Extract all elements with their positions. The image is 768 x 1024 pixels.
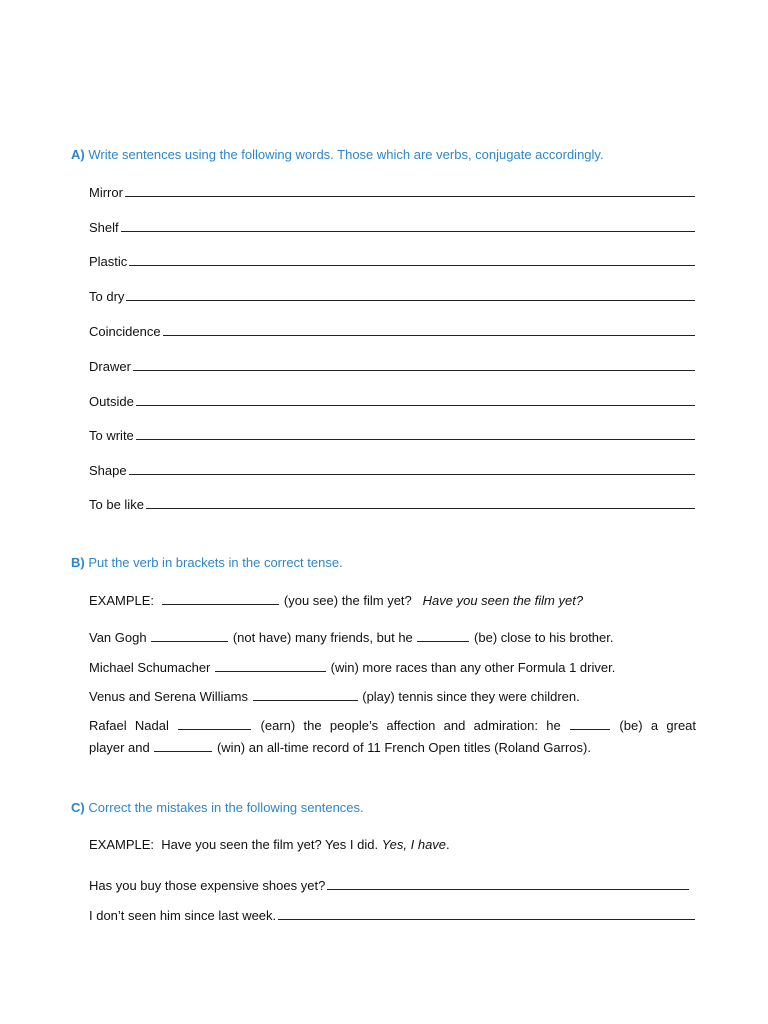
- example-end: .: [446, 837, 450, 852]
- question-text: (be) close to his brother.: [474, 630, 614, 645]
- section-a-instruction: Write sentences using the following words. Those which are verbs, conjugate accordingly.: [88, 147, 604, 162]
- answer-line[interactable]: [126, 286, 695, 301]
- word-label: To be like: [89, 497, 144, 512]
- section-a-letter: A): [71, 147, 85, 162]
- word-row[interactable]: [89, 249, 695, 269]
- example-answer: Yes, I have: [381, 837, 447, 852]
- section-c-example: [89, 837, 450, 852]
- answer-line[interactable]: [278, 905, 695, 920]
- word-label: Shape: [89, 463, 127, 478]
- example-label: EXAMPLE:: [89, 837, 155, 852]
- question-row: [89, 659, 615, 675]
- word-row[interactable]: [89, 319, 695, 339]
- example-label: EXAMPLE:: [89, 593, 155, 608]
- word-label: Coincidence: [89, 324, 161, 339]
- question-row: [89, 629, 614, 645]
- word-label: To dry: [89, 289, 125, 304]
- answer-line[interactable]: [136, 425, 695, 440]
- section-b-heading: [71, 555, 343, 570]
- section-c-heading: [71, 800, 364, 815]
- example-text: Have you seen the film yet? Yes I did.: [161, 837, 379, 852]
- correction-row[interactable]: [89, 873, 695, 893]
- word-label: To write: [89, 428, 134, 443]
- answer-line[interactable]: [129, 460, 695, 475]
- question-text: Rafael Nadal: [89, 718, 169, 733]
- section-c-instruction: Correct the mistakes in the following sentences.: [88, 800, 364, 815]
- answer-line[interactable]: [129, 251, 695, 266]
- section-c-letter: C): [71, 800, 85, 815]
- question-text: (earn) the people’s affection and admiration: he: [260, 718, 561, 733]
- word-row[interactable]: [89, 492, 695, 512]
- word-label: Mirror: [89, 185, 123, 200]
- word-label: Outside: [89, 394, 134, 409]
- answer-blank[interactable]: [215, 659, 326, 672]
- answer-line[interactable]: [125, 182, 695, 197]
- word-label: Shelf: [89, 220, 119, 235]
- answer-line[interactable]: [133, 356, 695, 371]
- word-label: Drawer: [89, 359, 131, 374]
- question-row: [89, 688, 580, 704]
- correction-row[interactable]: [89, 903, 695, 923]
- answer-blank[interactable]: [178, 717, 251, 730]
- question-text: (be) a great: [619, 718, 697, 733]
- answer-line[interactable]: [146, 494, 695, 509]
- example-answer: Have you seen the film yet?: [422, 593, 584, 608]
- answer-line[interactable]: [121, 217, 695, 232]
- example-blank: [162, 592, 279, 605]
- question-text: (win) an all-time record of 11 French Open titles (Roland Garros).: [216, 740, 591, 755]
- answer-blank[interactable]: [417, 629, 469, 642]
- word-row[interactable]: [89, 458, 695, 478]
- answer-line[interactable]: [327, 875, 689, 890]
- word-row[interactable]: [89, 180, 695, 200]
- question-text: (not have) many friends, but he: [232, 630, 413, 645]
- answer-blank[interactable]: [154, 739, 212, 752]
- section-b-example: [89, 592, 583, 608]
- answer-line[interactable]: [163, 321, 695, 336]
- question-text: (play) tennis since they were children.: [362, 689, 580, 704]
- correction-sentence: I don’t seen him since last week.: [89, 908, 277, 923]
- word-row[interactable]: [89, 215, 695, 235]
- question-text: (win) more races than any other Formula 1 driver.: [330, 660, 616, 675]
- word-row[interactable]: [89, 389, 695, 409]
- question-row-multiline: [89, 715, 696, 759]
- section-a-heading: [71, 147, 604, 162]
- word-row[interactable]: [89, 423, 695, 443]
- question-text: Venus and Serena Williams: [89, 689, 248, 704]
- answer-blank[interactable]: [253, 688, 358, 701]
- answer-blank[interactable]: [151, 629, 228, 642]
- question-text: Michael Schumacher: [89, 660, 211, 675]
- word-row[interactable]: [89, 354, 695, 374]
- word-label: Plastic: [89, 254, 128, 269]
- correction-sentence: Has you buy those expensive shoes yet?: [89, 878, 326, 893]
- section-b-letter: B): [71, 555, 85, 570]
- word-row[interactable]: [89, 284, 695, 304]
- example-verb: (you see) the film yet?: [283, 593, 412, 608]
- answer-blank[interactable]: [570, 717, 610, 730]
- question-text: player and: [89, 740, 150, 755]
- question-text: Van Gogh: [89, 630, 147, 645]
- answer-line[interactable]: [136, 391, 695, 406]
- section-b-instruction: Put the verb in brackets in the correct tense.: [88, 555, 343, 570]
